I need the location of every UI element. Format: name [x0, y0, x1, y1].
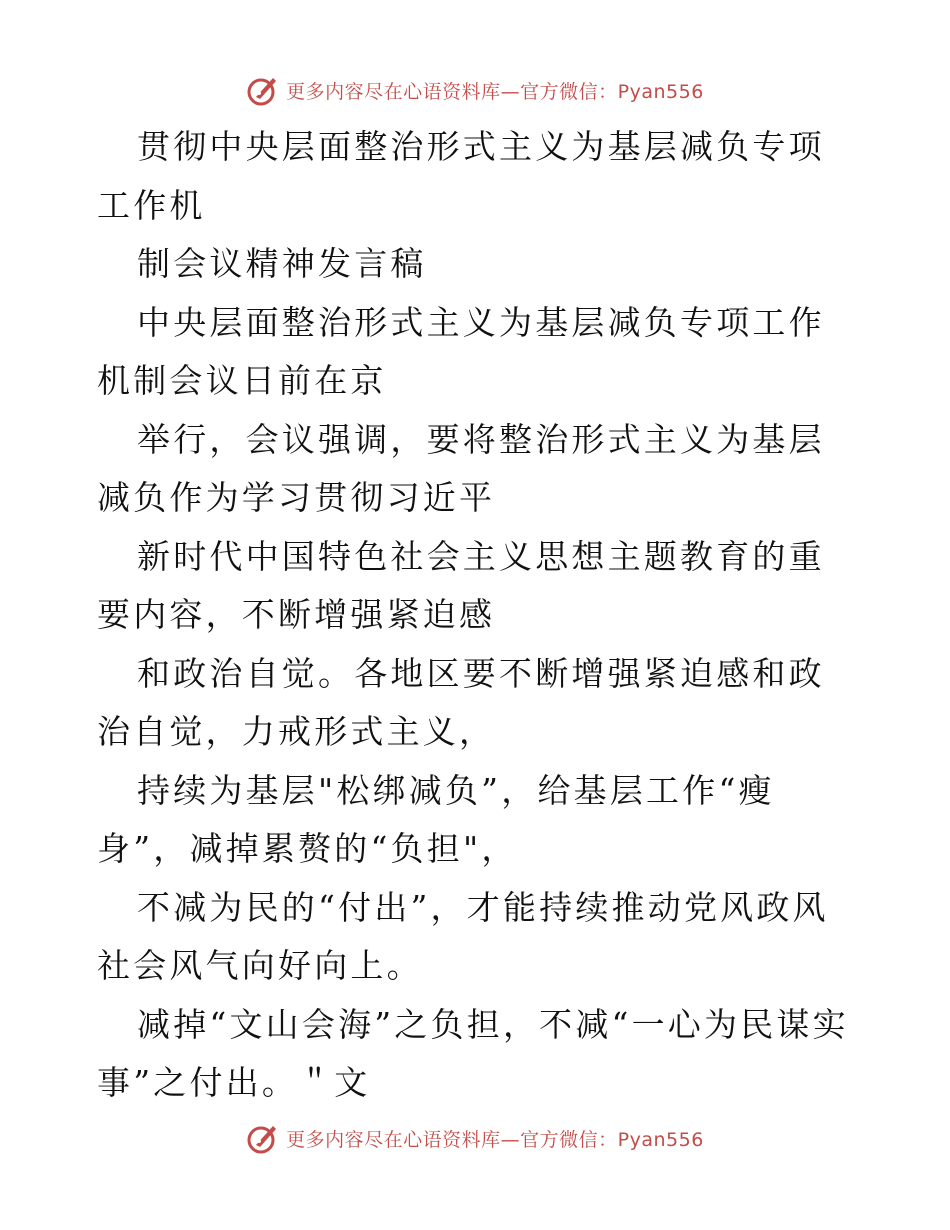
- watermark-text: 更多内容尽在心语资料库—官方微信：Pyan556: [286, 80, 704, 103]
- paragraph: 制会议精神发言稿: [137, 244, 427, 283]
- paragraph: 新时代中国特色社会主义思想主题教育的重要内容，不断增强紧迫感: [97, 536, 825, 634]
- quill-logo-icon: [246, 73, 280, 107]
- footer-watermark: [0, 1118, 950, 1158]
- paragraph: 举行，会议强调，要将整治形式主义为基层减负作为学习贯彻习近平: [97, 419, 825, 517]
- paragraph: 不减为民的“付出”，才能持续推动党风政风社会风气向好向上。: [97, 887, 829, 985]
- quill-logo-icon: [246, 1121, 280, 1155]
- paragraph: 贯彻中央层面整治形式主义为基层减负专项工作机: [97, 127, 825, 225]
- paragraph: 持续为基层"松绑减负”，给基层工作“瘦身”，减掉累赘的“负担"，: [97, 770, 775, 868]
- paragraph: 和政治自觉。各地区要不断增强紧迫感和政治自觉，力戒形式主义，: [97, 653, 825, 751]
- header-watermark: [0, 70, 950, 110]
- watermark-text: 更多内容尽在心语资料库—官方微信：Pyan556: [286, 1128, 704, 1151]
- document-body: [97, 118, 857, 1113]
- paragraph: 减掉“文山会海”之负担，不减“一心为民谋实事”之付出。＂文: [97, 1004, 849, 1102]
- paragraph: 中央层面整治形式主义为基层减负专项工作机制会议日前在京: [97, 302, 825, 400]
